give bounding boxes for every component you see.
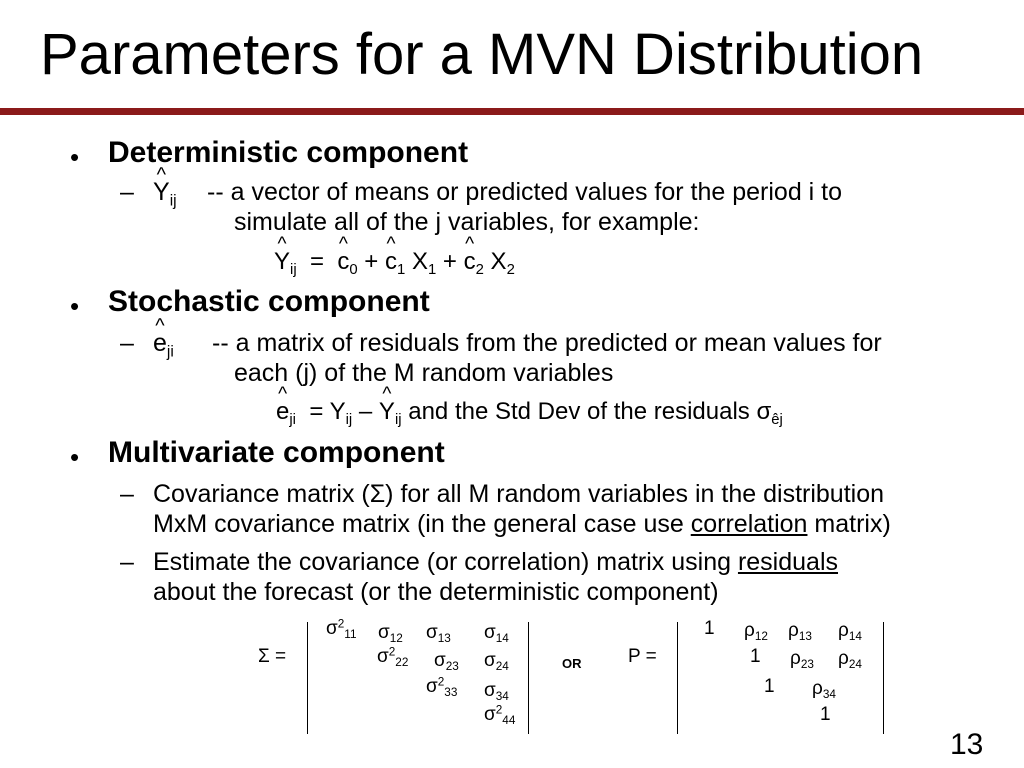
slide-title: Parameters for a MVN Distribution <box>40 22 924 87</box>
sub-dash: – <box>120 548 134 576</box>
rho-cell: $\rho_{24}$ <box>838 648 862 672</box>
y-hat-symbol: ^ $Y_{ij}$ <box>153 178 177 207</box>
det-desc-line2: simulate all of the j variables, for example: <box>234 208 700 236</box>
sto-equation: ^ $e_{ji} = Y_{ij}$ – ^ $Y_{ij}$ and the Std Dev of the residuals $\sigma_{êj}$ <box>276 398 783 426</box>
e-hat-symbol: ^ $e_{ji}$ <box>153 329 174 358</box>
sub-dash: – <box>120 480 134 508</box>
sub-dash: – <box>120 329 134 357</box>
sto-desc-line2: each (j) of the M random variables <box>234 359 614 387</box>
rho-cell: 1 <box>704 618 715 639</box>
p-matrix-right-bar <box>883 622 884 734</box>
sigma-cell: $\sigma_{24}$ <box>484 650 509 674</box>
rho-cell: $\rho_{34}$ <box>812 678 836 702</box>
multi-desc2-line2: about the forecast (or the deterministic component) <box>153 578 719 606</box>
sigma-cell: $\sigma_{23}$ <box>434 650 459 674</box>
page-number: 13 <box>950 728 984 761</box>
multi-desc1-line2: MxM covariance matrix (in the general case use correlation matrix) <box>153 510 891 538</box>
title-divider <box>0 108 1024 115</box>
sub-dash: – <box>120 178 134 206</box>
bullet-dot: • <box>70 291 80 321</box>
p-matrix-left-bar <box>677 622 678 734</box>
multi-desc2-line1: Estimate the covariance (or correlation) matrix using residuals <box>153 548 839 576</box>
residuals-underlined: residuals <box>737 548 839 576</box>
sigma-cell: $\sigma_{34}$ <box>484 680 509 704</box>
bullet-dot: • <box>70 442 80 472</box>
sto-desc-line1: -- a matrix of residuals from the predicted or mean values for <box>212 329 882 357</box>
multi-desc1-line1: Covariance matrix (Σ) for all M random variables in the distribution <box>153 480 885 508</box>
bullet-dot: • <box>70 142 80 172</box>
sigma-cell: $\sigma^2_{33}$ <box>426 675 458 700</box>
sigma-cell: $\sigma_{12}$ <box>378 622 403 646</box>
sigma-cell: $\sigma^2_{11}$ <box>326 617 357 642</box>
sigma-cell: $\sigma_{13}$ <box>426 622 451 646</box>
rho-cell: 1 <box>750 646 761 667</box>
rho-cell: $\rho_{23}$ <box>790 648 814 672</box>
sigma-cell: $\sigma^2_{44}$ <box>484 703 516 728</box>
sigma-cell: $\sigma_{14}$ <box>484 622 509 646</box>
rho-cell: 1 <box>764 676 775 697</box>
sigma-matrix-label: Σ = <box>258 646 287 667</box>
det-equation: ^ $Y_{ij}$ = ^ $c_0$ + ^ $c_1$ $X_1$ + ^ $c_2$ $X_2$ <box>274 248 515 276</box>
rho-cell: $\rho_{12}$ <box>744 620 768 644</box>
sigma-matrix-left-bar <box>307 622 308 734</box>
rho-cell: $\rho_{13}$ <box>788 620 812 644</box>
bullet-stochastic: Stochastic component <box>108 285 430 318</box>
bullet-multivariate: Multivariate component <box>108 436 445 469</box>
p-matrix-label: P = <box>628 646 657 667</box>
correlation-underlined: correlation <box>690 510 808 538</box>
sigma-matrix-right-bar <box>528 622 529 734</box>
rho-cell: $\rho_{14}$ <box>838 620 862 644</box>
det-desc-line1: -- a vector of means or predicted values for the period i to <box>207 178 843 206</box>
rho-cell: 1 <box>820 704 831 725</box>
or-label: OR <box>562 656 582 671</box>
bullet-deterministic: Deterministic component <box>108 136 469 169</box>
sigma-cell: $\sigma^2_{22}$ <box>377 645 409 670</box>
